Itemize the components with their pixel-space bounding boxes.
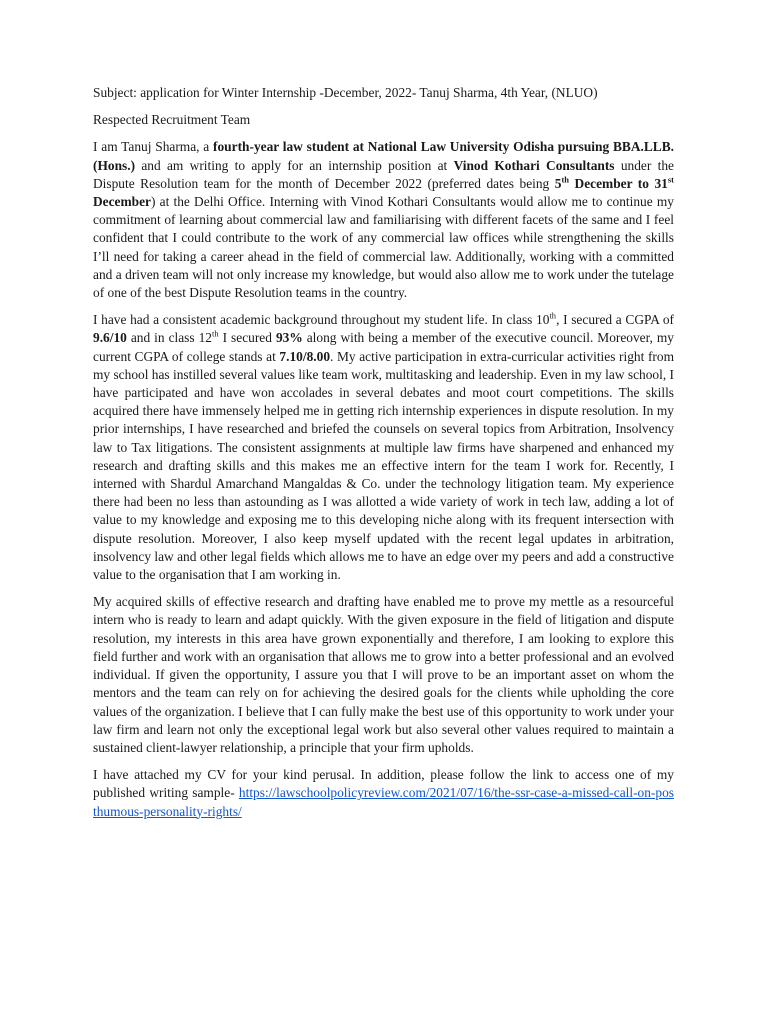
bold-text: 9.6/10 (93, 330, 127, 346)
text-run: along with being a member of the executive council. Moreover, my current CGPA of college stands at (93, 330, 674, 364)
ordinal-suffix: th (561, 174, 570, 185)
salutation: Respected Recruitment Team (93, 112, 251, 128)
paragraph-academics (93, 311, 674, 584)
paragraph-skills: My acquired skills of effective research and drafting have enabled me to prove my mettle as a resourceful intern who is ready to learn and adapt quickly. With the given exposure in the field of litigation and dispute resolution, my interests in this area have grown exponentially and therefore, I am looking to explore this field further and work with an organisation that allows me to grow into a better professional and an evolved individual. If given the opportunity, I assure you that I will prove to be an important asset on whom the mentors and the team can rely on for achieving the desired goals for the clients while upholding the core values of the organization. I believe that I can fully make the best use of this opportunity to work under your law firm and learn not only the exceptional legal work but also several other values required to maintain a sustained client-lawyer relationship, a principle that your firm upholds. (93, 594, 674, 755)
ordinal-suffix: th (549, 310, 557, 321)
paragraph-closing (93, 766, 674, 821)
text-run: 5 (554, 175, 562, 191)
letter-body (93, 84, 674, 830)
text-run: December to 31 (569, 175, 668, 191)
text-run: ) at the Delhi Office. Interning with Vinod Kothari Consultants would allow me to continue my commitment of learning about commercial law and familiarising with different facets of the same and I feel confident that I could contribute to the work of any commercial law offices while strengthening the skills I’ll need for taking a career ahead in the field of commercial law. Additionally, working with a committed and a driven team will not only increase my knowledge, but would also allow me to work under the tutelage of one of the best Dispute Resolution teams in the country. (93, 194, 674, 301)
writing-sample-link[interactable]: https://lawschoolpolicyreview.com/2021/07/16/the-ssr-case-a-missed-call-on-posthumous-personality-rights/ (93, 785, 674, 819)
text-run: I have had a consistent academic background throughout my student life. In class 10 (93, 312, 550, 328)
text-run: and am writing to apply for an internship position at (135, 157, 454, 173)
text-run: December (93, 194, 151, 210)
bold-text: 93% (275, 330, 303, 346)
ordinal-suffix: st (667, 174, 674, 185)
subject-line: Subject: application for Winter Internship -December, 2022- Tanuj Sharma, 4th Year, (NLUO) (93, 85, 598, 100)
bold-text: 7.10/8.00 (279, 348, 331, 364)
text-run: I secured (218, 330, 276, 346)
text-run: I have attached my CV for your kind perusal. In addition, please follow the link to access one of my published writing sample- (93, 767, 674, 801)
bold-text: Vinod Kothari Consultants (453, 157, 615, 173)
bold-text: fourth-year law student at National Law University Odisha pursuing BBA.LLB. (Hons.) (93, 139, 674, 173)
paragraph-introduction (93, 138, 674, 302)
text-run: I am Tanuj Sharma, a (93, 139, 214, 155)
text-run: , I secured a CGPA of (556, 312, 674, 328)
text-run: under the Dispute Resolution team for the month of December 2022 (preferred dates being (93, 157, 674, 191)
ordinal-suffix: th (211, 328, 219, 339)
text-run: . My active participation in extra-curricular activities right from my school has instilled several values like team work, multitasking and leadership. Even in my law school, I have participated and have won accolades in several debates and moot court competitions. The skills acquired there have immensely helped me in getting rich internship experiences in dispute resolution. In my prior internships, I have researched and briefed the counsels on several topics from Arbitration, Insolvency law to Tax litigations. The consistent assignments at multiple law firms have sharpened and enhanced my research and drafting skills and this makes me an effective intern for the team I work for. Recently, I interned with Shardul Amarchand Mangaldas & Co. under the technology litigation team. My experience there had been no less than astounding as I was allotted a wide variety of work in tech law, adding a lot of value to my knowledge and exposing me to this developing niche along with its frequent intersection with dispute resolution. Moreover, I also keep myself updated with the recent legal updates in arbitration, insolvency law and other legal fields which allows me to have an edge over my peers and add a constructive value to the organisation that I am working in. (93, 348, 674, 583)
text-run: and in class 12 (126, 330, 212, 346)
